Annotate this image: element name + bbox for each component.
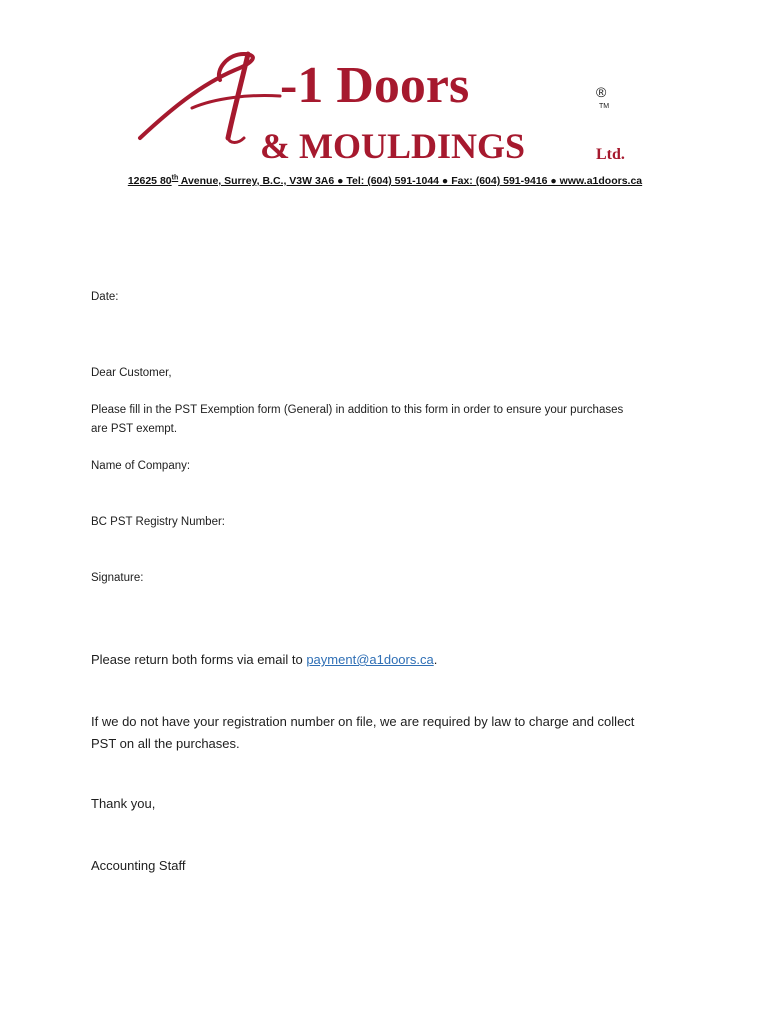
- logo-line2: & MOULDINGS: [260, 126, 526, 166]
- date-label: Date:: [91, 291, 119, 303]
- signature-label: Signature:: [91, 572, 144, 584]
- company-name-label: Name of Company:: [91, 460, 191, 472]
- street-number: 12625 80: [127, 175, 172, 187]
- law-notice-line-1: If we do not have your registration number on file, we are required by law to charge and collect: [91, 714, 635, 729]
- salutation: Dear Customer,: [91, 367, 172, 379]
- return-end: .: [433, 652, 438, 667]
- logo-line1: -1 Doors: [280, 57, 470, 114]
- return-text: Please return both forms via email to: [91, 652, 307, 667]
- instruction-line-2: are PST exempt.: [91, 423, 178, 435]
- return-instructions: [91, 649, 437, 671]
- logo-ltd: Ltd.: [596, 146, 625, 163]
- trademark-mark: TM: [599, 103, 610, 110]
- street-suffix: th: [171, 174, 179, 182]
- registered-mark: ®: [596, 84, 607, 100]
- email-link[interactable]: payment@a1doors.ca: [306, 652, 434, 667]
- closing-signature: Accounting Staff: [91, 858, 186, 873]
- registry-number-label: BC PST Registry Number:: [91, 516, 225, 528]
- law-notice-line-2: PST on all the purchases.: [91, 736, 240, 751]
- thanks: Thank you,: [91, 796, 156, 811]
- instruction-line-1: Please fill in the PST Exemption form (General) in addition to this form in order to ensure your purchases: [91, 404, 624, 416]
- company-address: [0, 175, 770, 187]
- company-logo: [130, 40, 650, 170]
- address-details: Avenue, Surrey, B.C., V3W 3A6 ● Tel: (604) 591-1044 ● Fax: (604) 591-9416 ● www.a1doors.ca: [178, 175, 643, 187]
